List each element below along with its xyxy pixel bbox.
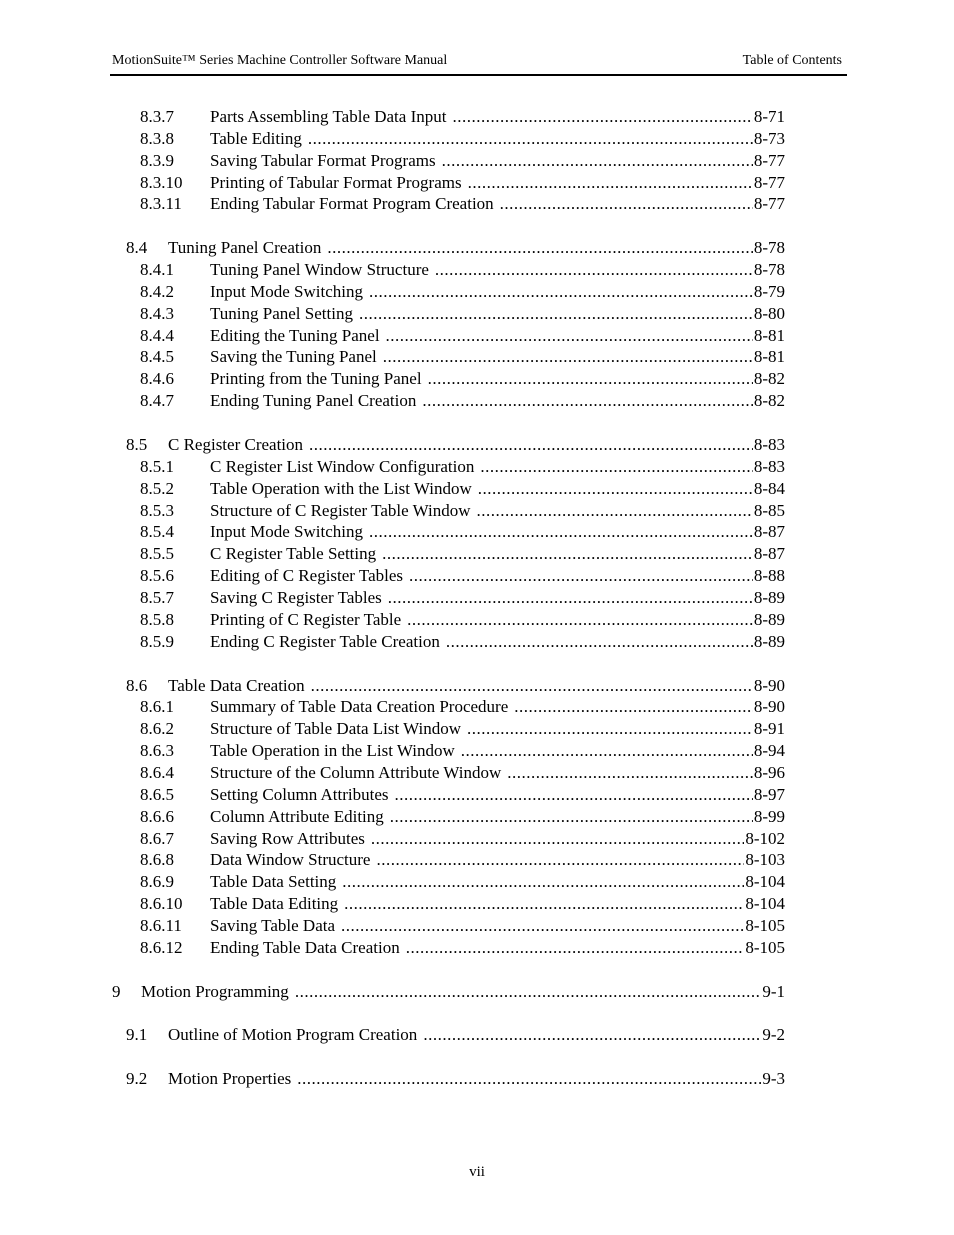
toc-entry-title: Ending Table Data Creation [210,938,400,957]
toc-entry-page: 8-103 [745,850,785,869]
toc-entry-page: 8-79 [753,282,785,301]
toc-dot-leader [467,718,753,740]
toc-entry-title: C Register List Window Configuration [210,457,475,476]
toc-entry-title: Tuning Panel Window Structure [210,260,429,279]
toc-entry-title: Saving Row Attributes [210,829,365,848]
toc-dot-leader [514,696,753,718]
toc-entry [140,106,785,128]
toc-entry [126,675,785,697]
toc-dot-leader [478,478,753,500]
toc-entry-title: Structure of Table Data List Window [210,719,462,738]
toc-entry-title: Printing of Tabular Format Programs [210,173,462,192]
toc-entry-page: 8-83 [753,435,785,454]
toc-entry-title: Setting Column Attributes [210,785,389,804]
toc-entry-number: 8.3.7 [140,107,174,126]
toc-entry-page: 9-3 [762,1069,785,1088]
toc-entry [140,696,785,718]
toc-entry-number: 8.6.3 [140,741,174,760]
toc-entry-number: 8.4.1 [140,260,174,279]
toc-entry-page: 8-89 [753,610,785,629]
toc-entry [140,478,785,500]
toc-entry-title: Input Mode Switching [210,522,363,541]
toc-entry-title: Ending Tuning Panel Creation [210,391,417,410]
page-number: vii [469,1164,485,1180]
toc-entry-number: 8.6.10 [140,894,183,913]
toc-entry-page: 9-1 [762,982,785,1001]
toc-entry-number: 9.2 [126,1069,148,1088]
toc-dot-leader [446,631,753,653]
toc-entry-number: 8.6.9 [140,872,174,891]
toc-dot-leader [409,565,753,587]
toc-entry-number: 8.5.8 [140,610,174,629]
toc-entry-title: Data Window Structure [210,850,371,869]
toc-dot-leader [341,915,744,937]
toc-entry [140,806,785,828]
toc-entry-title: Ending Tabular Format Program Creation [210,194,494,213]
toc-dot-leader [390,806,753,828]
toc-entry [140,303,785,325]
toc-entry [126,237,785,259]
toc-entry [126,434,785,456]
toc-entry-number: 8.5.2 [140,479,174,498]
toc-entry [140,500,785,522]
toc-entry [140,762,785,784]
toc-entry-number: 8.4 [126,238,148,257]
toc-entry [140,871,785,893]
toc-entry-page: 8-96 [753,763,785,782]
toc-entry-title: Table Data Creation [168,676,305,695]
toc-entry-title: Parts Assembling Table Data Input [210,107,447,126]
toc-entry-title: Saving the Tuning Panel [210,347,377,366]
toc-entry-title: Motion Programming [141,982,289,1001]
manual-title: MotionSuite™ Series Machine Controller Software Manual [112,53,448,68]
toc-entry-page: 8-104 [745,894,785,913]
toc-entry-page: 8-82 [753,369,785,388]
toc-entry [140,740,785,762]
section-title: Table of Contents [742,53,842,68]
toc-entry-page: 8-94 [753,741,785,760]
toc-entry-page: 8-83 [753,457,785,476]
toc-entry-number: 8.6.8 [140,850,174,869]
toc-entry-page: 8-80 [753,304,785,323]
toc-dot-leader [422,390,752,412]
toc-entry [140,915,785,937]
toc-entry-title: Outline of Motion Program Creation [168,1025,418,1044]
toc-entry-page: 8-87 [753,544,785,563]
toc-dot-leader [327,237,753,259]
toc-dot-leader [468,172,753,194]
toc-entry-page: 8-99 [753,807,785,826]
toc-entry-title: Saving Table Data [210,916,336,935]
toc-entry-number: 8.4.5 [140,347,174,366]
toc-entry-number: 8.5.4 [140,522,174,541]
toc-entry-page: 8-97 [753,785,785,804]
toc-dot-leader [371,828,744,850]
toc-dot-leader [369,521,753,543]
toc-entry-page: 8-89 [753,632,785,651]
toc-entry [140,521,785,543]
toc-entry-title: Column Attribute Editing [210,807,384,826]
toc-entry-number: 8.4.7 [140,391,174,410]
toc-dot-leader [388,587,753,609]
toc-entry-page: 8-77 [753,151,785,170]
toc-entry-title: Structure of the Column Attribute Window [210,763,502,782]
toc-dot-leader [461,740,753,762]
toc-entry-title: Table Operation with the List Window [210,479,472,498]
toc-entry [140,150,785,172]
toc-entry-title: Table Data Setting [210,872,337,891]
toc-entry [112,981,785,1003]
toc-entry-title: Input Mode Switching [210,282,363,301]
toc-entry-page: 8-77 [753,173,785,192]
toc-entry-page: 8-85 [753,501,785,520]
toc-dot-leader [311,675,753,697]
toc-entry-number: 8.5.1 [140,457,174,476]
toc-entry-number: 8.5.6 [140,566,174,585]
toc-entry-number: 8.6.1 [140,697,174,716]
toc-entry-page: 8-91 [753,719,785,738]
toc-entry [140,390,785,412]
toc-entry-number: 8.6.5 [140,785,174,804]
toc-dot-leader [383,346,753,368]
toc-dot-leader [369,281,753,303]
toc-entry-page: 8-105 [745,916,785,935]
toc-dot-leader [507,762,753,784]
toc-entry-title: Saving Tabular Format Programs [210,151,436,170]
toc-entry [140,587,785,609]
toc-dot-leader [308,128,753,150]
toc-entry [140,325,785,347]
toc-entry-number: 8.3.9 [140,151,174,170]
toc-entry-page: 8-90 [753,676,785,695]
toc-entry-number: 8.6.4 [140,763,174,782]
toc-entry [140,609,785,631]
toc-dot-leader [452,106,752,128]
toc-entry-number: 8.4.6 [140,369,174,388]
toc-entry-title: Structure of C Register Table Window [210,501,471,520]
toc-entry-page: 8-78 [753,238,785,257]
toc-entry-number: 8.4.3 [140,304,174,323]
toc-entry-title: Saving C Register Tables [210,588,382,607]
toc-entry-number: 8.6.6 [140,807,174,826]
header-rule [110,74,847,76]
toc-entry-page: 8-81 [753,326,785,345]
toc-entry-title: Printing of C Register Table [210,610,402,629]
toc-entry-title: C Register Table Setting [210,544,377,563]
toc-entry-page: 8-77 [753,194,785,213]
page-header [112,51,846,71]
toc-dot-leader [376,849,744,871]
toc-dot-leader [406,937,745,959]
toc-entry-number: 8.6.2 [140,719,174,738]
toc-entry-number: 8.5.5 [140,544,174,563]
toc-entry-number: 8.4.2 [140,282,174,301]
toc-entry [140,368,785,390]
toc-entry [140,784,785,806]
toc-entry-page: 8-102 [745,829,785,848]
toc-dot-leader [500,193,753,215]
toc-entry-title: Editing of C Register Tables [210,566,404,585]
toc-entry-title: Tuning Panel Creation [168,238,322,257]
toc-entry-title: Editing the Tuning Panel [210,326,380,345]
toc-dot-leader [386,325,753,347]
toc-entry-number: 8.6.11 [140,916,182,935]
toc-entry [140,456,785,478]
toc-entry-number: 9 [112,982,121,1001]
toc-entry-page: 8-88 [753,566,785,585]
toc-dot-leader [309,434,753,456]
toc-entry [140,565,785,587]
toc-dot-leader [344,893,744,915]
toc-entry [126,1024,785,1046]
toc-entry-page: 8-82 [753,391,785,410]
toc-dot-leader [407,609,753,631]
toc-entry [140,193,785,215]
toc-entry [140,281,785,303]
toc-entry [140,718,785,740]
toc-entry-page: 8-105 [745,938,785,957]
toc-entry [140,849,785,871]
toc-dot-leader [359,303,753,325]
toc-entry-number: 8.3.11 [140,194,182,213]
toc-entry [140,259,785,281]
toc-entry-page: 8-104 [745,872,785,891]
toc-dot-leader [295,981,762,1003]
toc-entry-number: 8.6.7 [140,829,174,848]
toc-entry [126,1068,785,1090]
toc-entry-title: Ending C Register Table Creation [210,632,440,651]
toc-entry-number: 8.6 [126,676,148,695]
toc-entry-page: 8-89 [753,588,785,607]
toc-dot-leader [382,543,753,565]
toc-dot-leader [442,150,753,172]
toc-dot-leader [342,871,744,893]
toc-entry [140,631,785,653]
toc-entry-number: 8.6.12 [140,938,183,957]
toc-entry [140,893,785,915]
toc-entry [140,828,785,850]
toc-entry-number: 8.3.10 [140,173,183,192]
toc-dot-leader [480,456,752,478]
toc-entry [140,543,785,565]
toc-entry [140,128,785,150]
toc-dot-leader [428,368,753,390]
toc-entry-page: 9-2 [762,1025,785,1044]
toc-entry-number: 8.5.7 [140,588,174,607]
toc-entry-number: 8.3.8 [140,129,174,148]
toc-entry-page: 8-84 [753,479,785,498]
toc-entry-number: 8.5 [126,435,148,454]
toc-entry-title: C Register Creation [168,435,304,454]
toc-entry-title: Table Data Editing [210,894,339,913]
toc-entry-page: 8-81 [753,347,785,366]
toc-dot-leader [395,784,753,806]
toc-dot-leader [423,1024,761,1046]
toc-dot-leader [297,1068,761,1090]
toc-entry [140,346,785,368]
toc-entry-title: Printing from the Tuning Panel [210,369,422,388]
toc-entry-number: 8.5.3 [140,501,174,520]
toc-dot-leader [435,259,753,281]
toc-entry-page: 8-90 [753,697,785,716]
toc-dot-leader [476,500,752,522]
toc-entry-title: Tuning Panel Setting [210,304,353,323]
toc-entry-number: 9.1 [126,1025,148,1044]
toc-entry-number: 8.4.4 [140,326,174,345]
toc-entry-page: 8-71 [753,107,785,126]
toc-entry [140,172,785,194]
toc-entry-page: 8-87 [753,522,785,541]
toc-entry-title: Table Editing [210,129,302,148]
toc-entry [140,937,785,959]
toc-entry-title: Table Operation in the List Window [210,741,455,760]
toc-entry-page: 8-78 [753,260,785,279]
toc-entry-number: 8.5.9 [140,632,174,651]
toc-entry-page: 8-73 [753,129,785,148]
toc-entry-title: Summary of Table Data Creation Procedure [210,697,509,716]
toc-entry-title: Motion Properties [168,1069,292,1088]
